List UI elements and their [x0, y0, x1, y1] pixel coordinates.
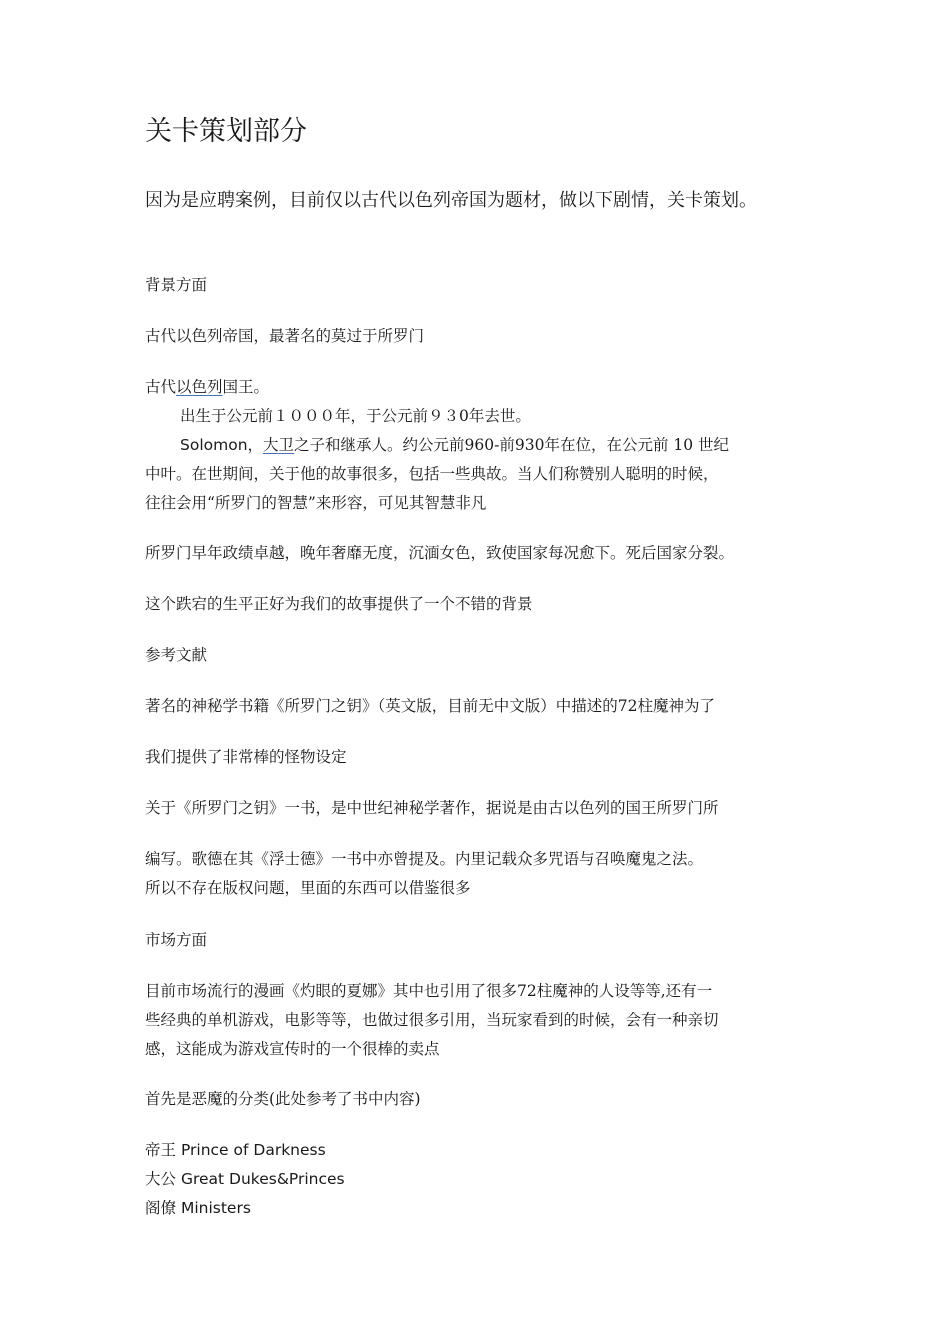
rank-cn: 阁僚 [145, 1199, 177, 1217]
rank-item [145, 1164, 345, 1194]
solomon-line-3: 往往会用“所罗门的智慧”来形容，可见其智慧非凡 [145, 494, 487, 512]
solomon-line-1 [180, 430, 729, 460]
king-line [145, 372, 269, 402]
king-suffix: 国王。 [222, 378, 270, 396]
rank-item [145, 1135, 326, 1165]
reference-line-5: 所以不存在版权问题，里面的东西可以借鉴很多 [145, 879, 471, 897]
story-line: 这个跌宕的生平正好为我们的故事提供了一个不错的背景 [145, 595, 533, 613]
market-line-2: 些经典的单机游戏，电影等等，也做过很多引用，当玩家看到的时候，会有一种亲切 [145, 1011, 719, 1029]
solomon-text-a: Solomon， [180, 436, 264, 454]
israel-link[interactable]: 以色列 [176, 378, 223, 396]
market-heading: 市场方面 [145, 931, 208, 949]
document-title: 关卡策划部分 [145, 116, 307, 147]
rank-item [145, 1193, 251, 1223]
rank-cn: 大公 [145, 1170, 177, 1188]
classify-line: 首先是恶魔的分类(此处参考了书中内容) [145, 1090, 421, 1108]
david-link[interactable]: 大卫 [263, 436, 295, 454]
solomon-text-b: 之子和继承人。约公元前960-前930年在位，在公元前 10 世纪 [294, 436, 730, 454]
market-line-1: 目前市场流行的漫画《灼眼的夏娜》其中也引用了很多72柱魔神的人设等等,还有一 [145, 982, 713, 1000]
decline-line: 所罗门早年政绩卓越，晚年奢靡无度，沉湎女色，致使国家每况愈下。死后国家分裂。 [145, 544, 735, 562]
reference-line-2: 我们提供了非常棒的怪物设定 [145, 748, 347, 766]
rank-en: Prince of Darkness [180, 1141, 326, 1159]
solomon-line-2: 中叶。在世期间，关于他的故事很多，包括一些典故。当人们称赞别人聪明的时候， [145, 465, 719, 483]
reference-line-4: 编写。歌德在其《浮士德》一书中亦曾提及。内里记载众多咒语与召唤魔鬼之法。 [145, 850, 704, 868]
ancient-israel-line: 古代以色列帝国，最著名的莫过于所罗门 [145, 327, 425, 345]
rank-en: Ministers [180, 1199, 251, 1217]
reference-heading: 参考文献 [145, 646, 208, 664]
rank-cn: 帝王 [145, 1141, 177, 1159]
intro-paragraph: 因为是应聘案例，目前仅以古代以色列帝国为题材，做以下剧情，关卡策划。 [145, 190, 757, 211]
background-heading: 背景方面 [145, 276, 208, 294]
reference-line-3: 关于《所罗门之钥》一书，是中世纪神秘学著作，据说是由古以色列的国王所罗门所 [145, 799, 719, 817]
reference-line-1: 著名的神秘学书籍《所罗门之钥》（英文版，目前无中文版）中描述的72柱魔神为了 [145, 697, 715, 715]
market-line-3: 感，这能成为游戏宣传时的一个很棒的卖点 [145, 1040, 440, 1058]
king-prefix: 古代 [145, 378, 177, 396]
rank-en: Great Dukes&Princes [180, 1170, 345, 1188]
birth-line: 出生于公元前１０００年，于公元前９３0年去世。 [180, 407, 531, 425]
